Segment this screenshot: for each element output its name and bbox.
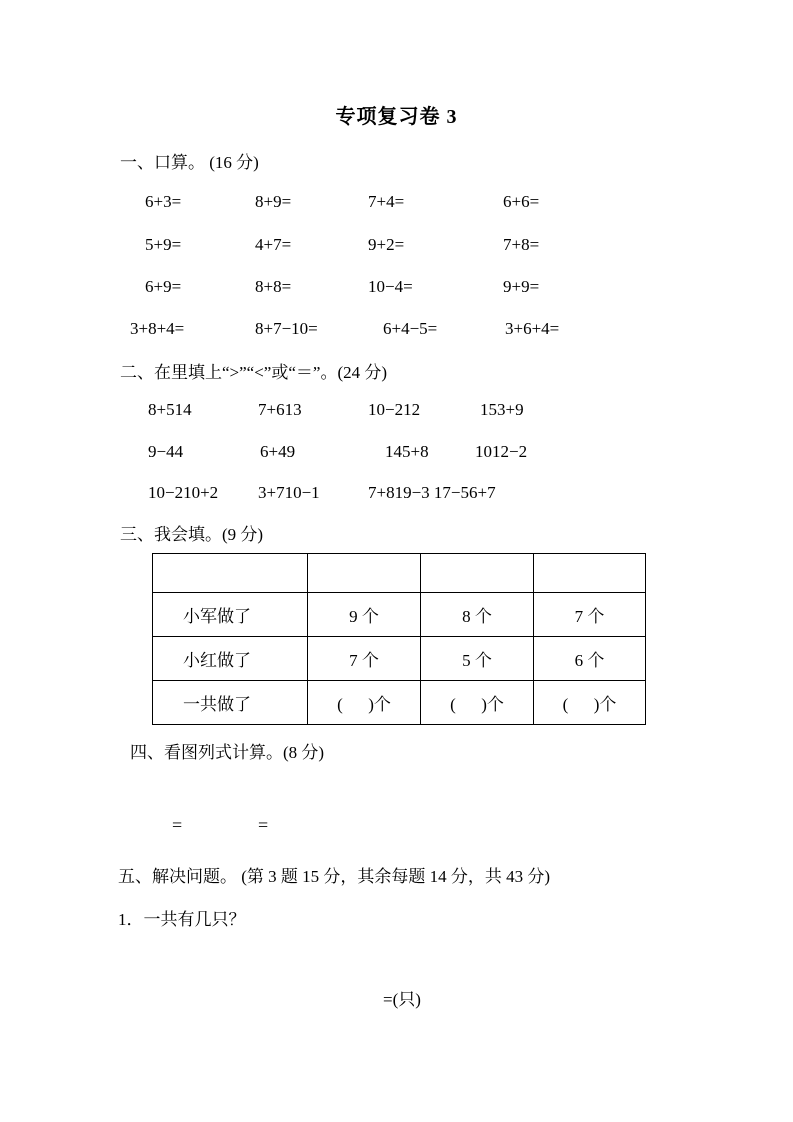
table-cell: ( )个: [421, 681, 534, 725]
section1-row: [145, 235, 539, 255]
section3-heading: 三、我会填。(9 分): [120, 525, 264, 544]
problem-cell: 6+6=: [503, 192, 540, 211]
section2-row: [148, 483, 496, 503]
table-cell: 小红做了: [153, 637, 308, 681]
page-title: 专项复习卷 3: [335, 106, 458, 128]
problem-cell: 5+9=: [145, 235, 182, 254]
problem-cell: 6+4−5=: [383, 319, 438, 338]
table-cell: 一共做了: [153, 681, 308, 725]
table-header-row: [153, 554, 646, 593]
section2-row: [148, 400, 524, 420]
table-row: [153, 593, 646, 637]
problem-cell: 6+9=: [145, 277, 182, 296]
comparison-cell: 6+49: [260, 442, 296, 461]
fill-table: [152, 553, 646, 725]
comparison-cell: 8+514: [148, 400, 192, 419]
comparison-cell: 9−44: [148, 442, 184, 461]
comparison-cell: 10−210+2: [148, 483, 219, 502]
table-row: [153, 637, 646, 681]
table-cell: [534, 554, 646, 593]
section4-heading: 四、看图列式计算。(8 分): [130, 743, 325, 762]
section2-row: [148, 442, 527, 462]
problem-cell: 9+9=: [503, 277, 540, 296]
section5-heading: 五、解决问题。 (第 3 题 15 分，其余每题 14 分，共 43 分): [118, 867, 551, 886]
equation-equals: =: [172, 815, 183, 835]
problem-cell: 7+8=: [503, 235, 540, 254]
section1-row: [130, 319, 559, 339]
table-cell: ( )个: [534, 681, 646, 725]
table-row: [153, 681, 646, 725]
problem-cell: 3+8+4=: [130, 319, 185, 338]
comparison-cell: 10−212: [368, 400, 421, 419]
equation-equals: =: [258, 815, 269, 835]
table-cell: 7 个: [308, 637, 421, 681]
problem-cell: 9+2=: [368, 235, 405, 254]
table-cell: 7 个: [534, 593, 646, 637]
table-cell: [421, 554, 534, 593]
section1-row: [145, 192, 539, 212]
problem-cell: 3+6+4=: [505, 319, 560, 338]
section5-item1: 1．一共有几只？: [118, 910, 246, 929]
comparison-cell: 7+613: [258, 400, 302, 419]
answer-equals-line: =(只): [383, 990, 421, 1009]
comparison-cell: 145+8: [385, 442, 429, 461]
comparison-cell: 7+819−3 17−56+7: [368, 483, 496, 502]
table-cell: ( )个: [308, 681, 421, 725]
table-cell: 6 个: [534, 637, 646, 681]
problem-cell: 4+7=: [255, 235, 292, 254]
problem-cell: 10−4=: [368, 277, 413, 296]
table-cell: 9 个: [308, 593, 421, 637]
comparison-cell: 1012−2: [475, 442, 528, 461]
section2-heading: 二、在里填上“>”“<”或“＝”。(24 分): [120, 363, 388, 382]
problem-cell: 8+8=: [255, 277, 292, 296]
table-cell: 5 个: [421, 637, 534, 681]
section1-row: [145, 277, 539, 297]
problem-cell: 8+9=: [255, 192, 292, 211]
table-cell: 小军做了: [153, 593, 308, 637]
table-cell: [153, 554, 308, 593]
comparison-cell: 153+9: [480, 400, 524, 419]
problem-cell: 7+4=: [368, 192, 405, 211]
section1-heading: 一、口算。 (16 分): [120, 153, 259, 172]
table-cell: 8 个: [421, 593, 534, 637]
comparison-cell: 3+710−1: [258, 483, 320, 502]
problem-cell: 6+3=: [145, 192, 182, 211]
problem-cell: 8+7−10=: [255, 319, 318, 338]
table-cell: [308, 554, 421, 593]
